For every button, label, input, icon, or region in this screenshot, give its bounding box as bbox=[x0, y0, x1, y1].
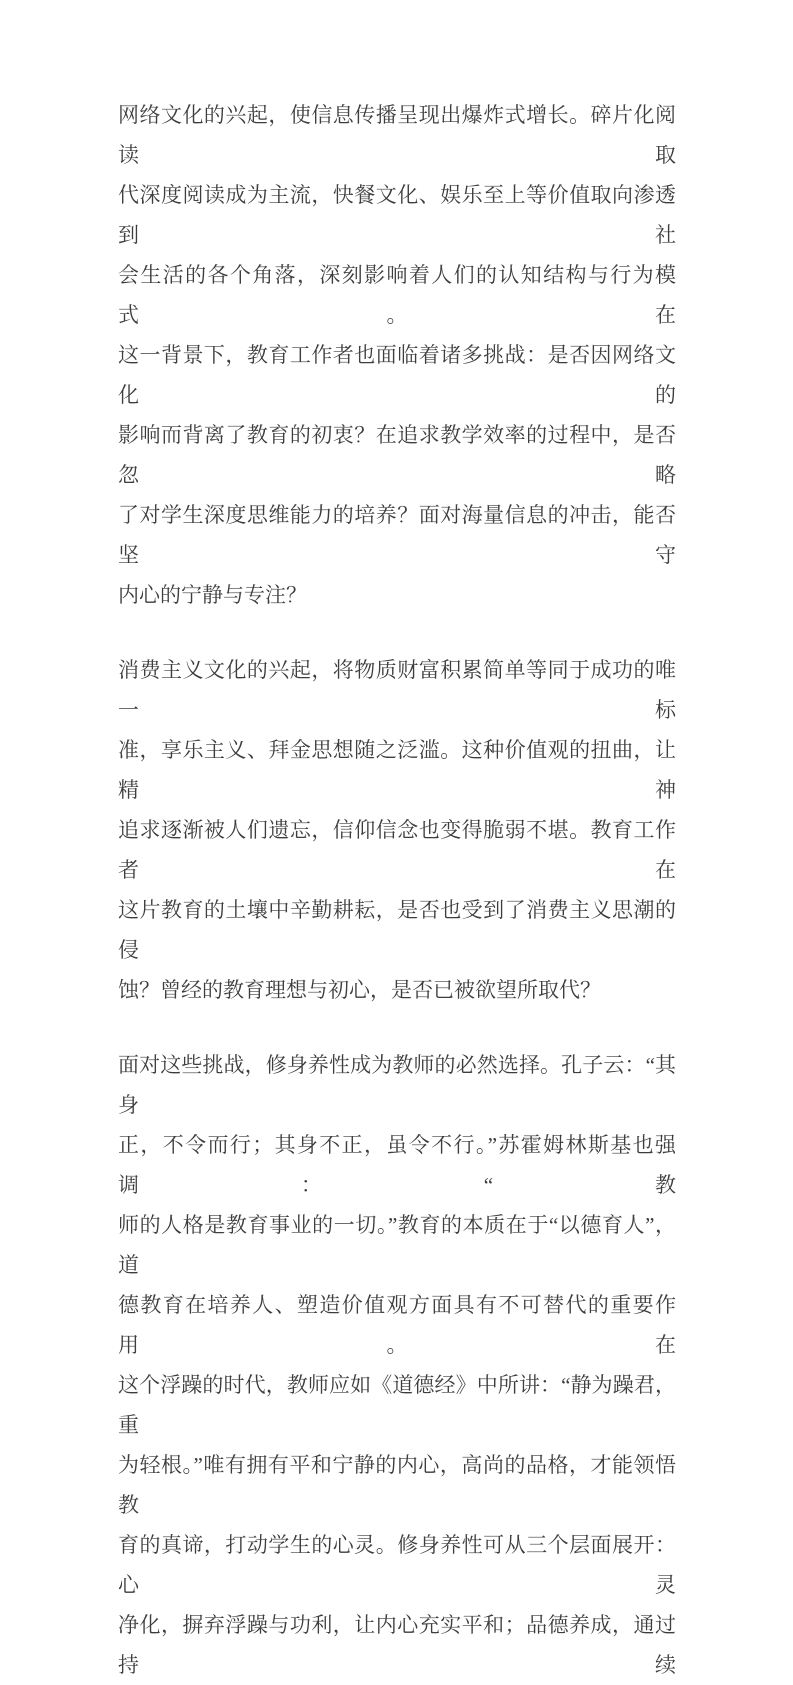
text-line: 师的人格是教育事业的一切。”教育的本质在于“以德育人”，道 bbox=[118, 1213, 676, 1277]
text-line: 网络文化的兴起，使信息传播呈现出爆炸式增长。碎片化阅读取 bbox=[118, 103, 676, 167]
text-line: 了对学生深度思维能力的培养？面对海量信息的冲击，能否坚守 bbox=[118, 503, 676, 567]
text-line: 德教育在培养人、塑造价值观方面具有不可替代的重要作用。在 bbox=[118, 1293, 676, 1357]
text-line: 这个浮躁的时代，教师应如《道德经》中所讲：“静为躁君，重 bbox=[118, 1373, 676, 1437]
text-line: 为轻根。”唯有拥有平和宁静的内心，高尚的品格，才能领悟教 bbox=[118, 1453, 676, 1517]
text-line: 育的真谛，打动学生的心灵。修身养性可从三个层面展开：心灵 bbox=[118, 1533, 676, 1597]
paragraph bbox=[118, 95, 676, 615]
text-line: 消费主义文化的兴起，将物质财富积累简单等同于成功的唯一标 bbox=[118, 658, 676, 722]
text-line: 蚀？曾经的教育理想与初心，是否已被欲望所取代？ bbox=[118, 978, 601, 1002]
text-line: 这片教育的土壤中辛勤耕耘，是否也受到了消费主义思潮的侵 bbox=[118, 898, 676, 962]
text-line: 影响而背离了教育的初衷？在追求教学效率的过程中，是否忽略 bbox=[118, 423, 676, 487]
paragraph bbox=[118, 1045, 676, 1685]
paragraph bbox=[118, 650, 676, 1010]
text-line: 这一背景下，教育工作者也面临着诸多挑战：是否因网络文化的 bbox=[118, 343, 676, 407]
text-line: 面对这些挑战，修身养性成为教师的必然选择。孔子云：“其身 bbox=[118, 1053, 676, 1117]
text-line: 净化，摒弃浮躁与功利，让内心充实平和；品德养成，通过持续 bbox=[118, 1613, 676, 1677]
text-line: 追求逐渐被人们遗忘，信仰信念也变得脆弱不堪。教育工作者在 bbox=[118, 818, 676, 882]
text-line: 内心的宁静与专注？ bbox=[118, 583, 307, 607]
text-line: 正，不令而行；其身不正，虽令不行。”苏霍姆林斯基也强调：“教 bbox=[118, 1133, 676, 1197]
text-line: 会生活的各个角落，深刻影响着人们的认知结构与行为模式。在 bbox=[118, 263, 676, 327]
document-body-text bbox=[118, 95, 676, 1685]
text-line: 准，享乐主义、拜金思想随之泛滥。这种价值观的扭曲，让精神 bbox=[118, 738, 676, 802]
text-line: 代深度阅读成为主流，快餐文化、娱乐至上等价值取向渗透到社 bbox=[118, 183, 676, 247]
